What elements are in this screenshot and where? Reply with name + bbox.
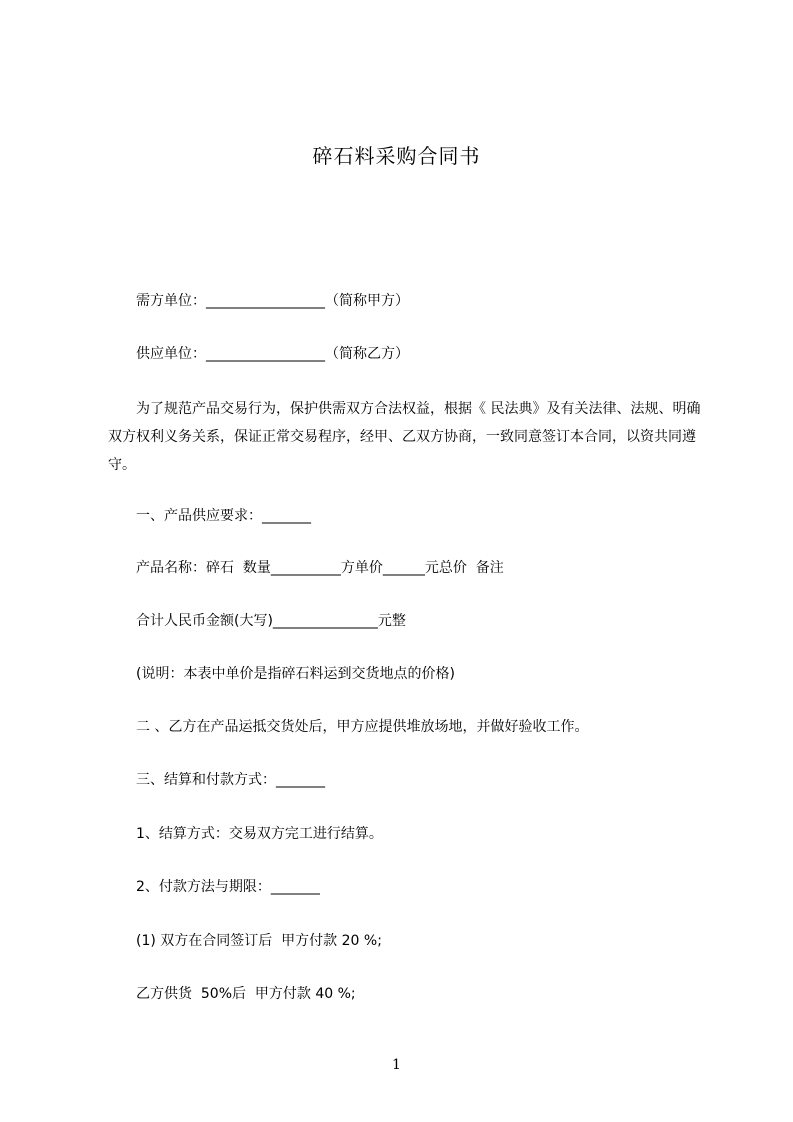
section-2-line: 二 、乙方在产品运抵交货处后，甲方应提供堆放场地，并做好验收工作。 [136, 719, 589, 735]
total-amount-line: 合计人民币金额(大写)_______________元整 [136, 613, 406, 629]
intro-paragraph: 为了规范产品交易行为，保护供需双方合法权益，根据《 民法典》及有关法律、法规、明确双方权利义务关系，保证正常交易程序，经甲、乙双方协商，一致同意签订本合同，以资共同遵守。 [108, 401, 701, 473]
settlement-method-line: 1、结算方式：交易双方完工进行结算。 [136, 826, 383, 842]
payment-item-1: (1) 双方在合同签订后 甲方付款 20 %; [136, 933, 382, 949]
section-1-heading: 一、产品供应要求：_______ [136, 508, 311, 524]
section-3-heading: 三、结算和付款方式：_______ [136, 772, 325, 788]
payment-item-2: 乙方供货 50%后 甲方付款 40 %; [136, 986, 356, 1002]
page-title: 碎石料采购合同书 [312, 144, 481, 168]
page-number: 1 [392, 1057, 401, 1073]
buyer-line: 需方单位：_________________（简称甲方） [136, 293, 409, 309]
product-line: 产品名称：碎石 数量__________方单价______元总价 备注 [136, 560, 504, 576]
supplier-line: 供应单位：_________________（简称乙方） [136, 346, 409, 362]
payment-terms-line: 2、付款方法与期限：_______ [136, 879, 320, 895]
price-note-line: (说明：本表中单价是指碎石料运到交货地点的价格) [136, 666, 455, 682]
